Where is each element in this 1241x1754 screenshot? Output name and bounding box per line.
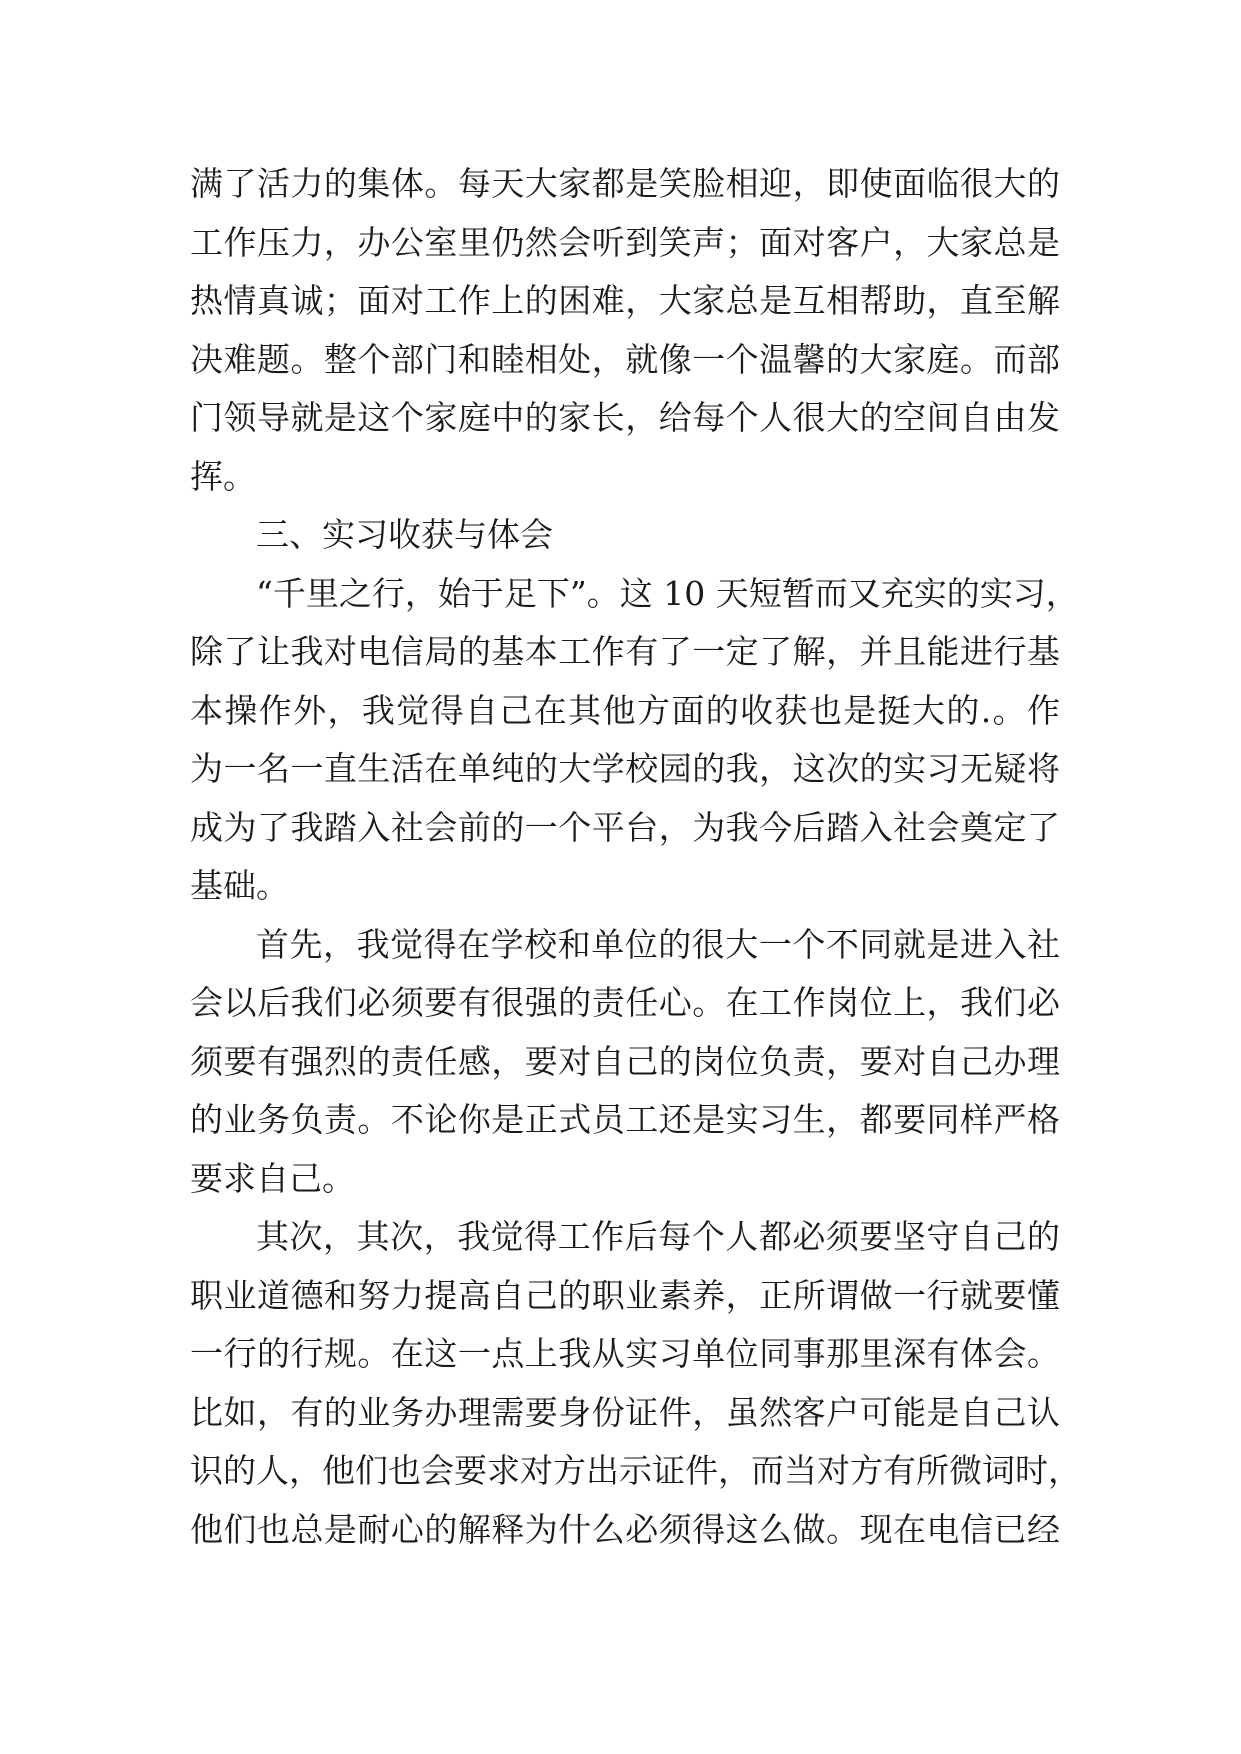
text-line: 本操作外，我觉得自己在其他方面的收获也是挺大的.。作 bbox=[190, 690, 1060, 730]
text-line: 其次，其次，我觉得工作后每个人都必须要坚守自己的 bbox=[256, 1217, 1060, 1256]
text-line: 比如，有的业务办理需要身份证件，虽然客户可能是自己认 bbox=[190, 1392, 1060, 1432]
text-line: 挥。 bbox=[190, 456, 256, 496]
text-line: “千里之行，始于足下”。这 10 天短暂而又充实的实习， bbox=[256, 573, 1079, 613]
text-line: 成为了我踏入社会前的一个平台，为我今后踏入社会奠定了 bbox=[190, 807, 1060, 847]
text-line: 决难题。整个部门和睦相处，就像一个温馨的大家庭。而部 bbox=[190, 339, 1060, 379]
text-line: 职业道德和努力提高自己的职业素养，正所谓做一行就要懂 bbox=[190, 1275, 1060, 1315]
document-body bbox=[190, 155, 1081, 1559]
text-line: 三、实习收获与体会 bbox=[256, 515, 553, 554]
text-line: 他们也总是耐心的解释为什么必须得这么做。现在电信已经 bbox=[190, 1509, 1060, 1549]
text-line: 须要有强烈的责任感，要对自己的岗位负责，要对自己办理 bbox=[190, 1041, 1060, 1081]
text-line: 要求自己。 bbox=[190, 1158, 355, 1198]
text-line: 除了让我对电信局的基本工作有了一定了解，并且能进行基 bbox=[190, 632, 1060, 671]
text-line: 热情真诚；面对工作上的困难，大家总是互相帮助，直至解 bbox=[190, 281, 1060, 320]
text-line: 为一名一直生活在单纯的大学校园的我，这次的实习无疑将 bbox=[190, 749, 1060, 788]
text-line: 会以后我们必须要有很强的责任心。在工作岗位上，我们必 bbox=[190, 983, 1060, 1022]
text-line: 一行的行规。在这一点上我从实习单位同事那里深有体会。 bbox=[190, 1334, 1060, 1373]
text-line: 门领导就是这个家庭中的家长，给每个人很大的空间自由发 bbox=[190, 398, 1060, 437]
text-line: 工作压力，办公室里仍然会听到笑声；面对客户，大家总是 bbox=[190, 222, 1060, 262]
text-line: 首先，我觉得在学校和单位的很大一个不同就是进入社 bbox=[256, 924, 1060, 964]
text-line: 识的人，他们也会要求对方出示证件，而当对方有所微词时， bbox=[190, 1451, 1081, 1490]
text-line: 满了活力的集体。每天大家都是笑脸相迎，即使面临很大的 bbox=[190, 164, 1060, 203]
text-line: 的业务负责。不论你是正式员工还是实习生，都要同样严格 bbox=[190, 1100, 1060, 1139]
text-line: 基础。 bbox=[190, 866, 289, 905]
